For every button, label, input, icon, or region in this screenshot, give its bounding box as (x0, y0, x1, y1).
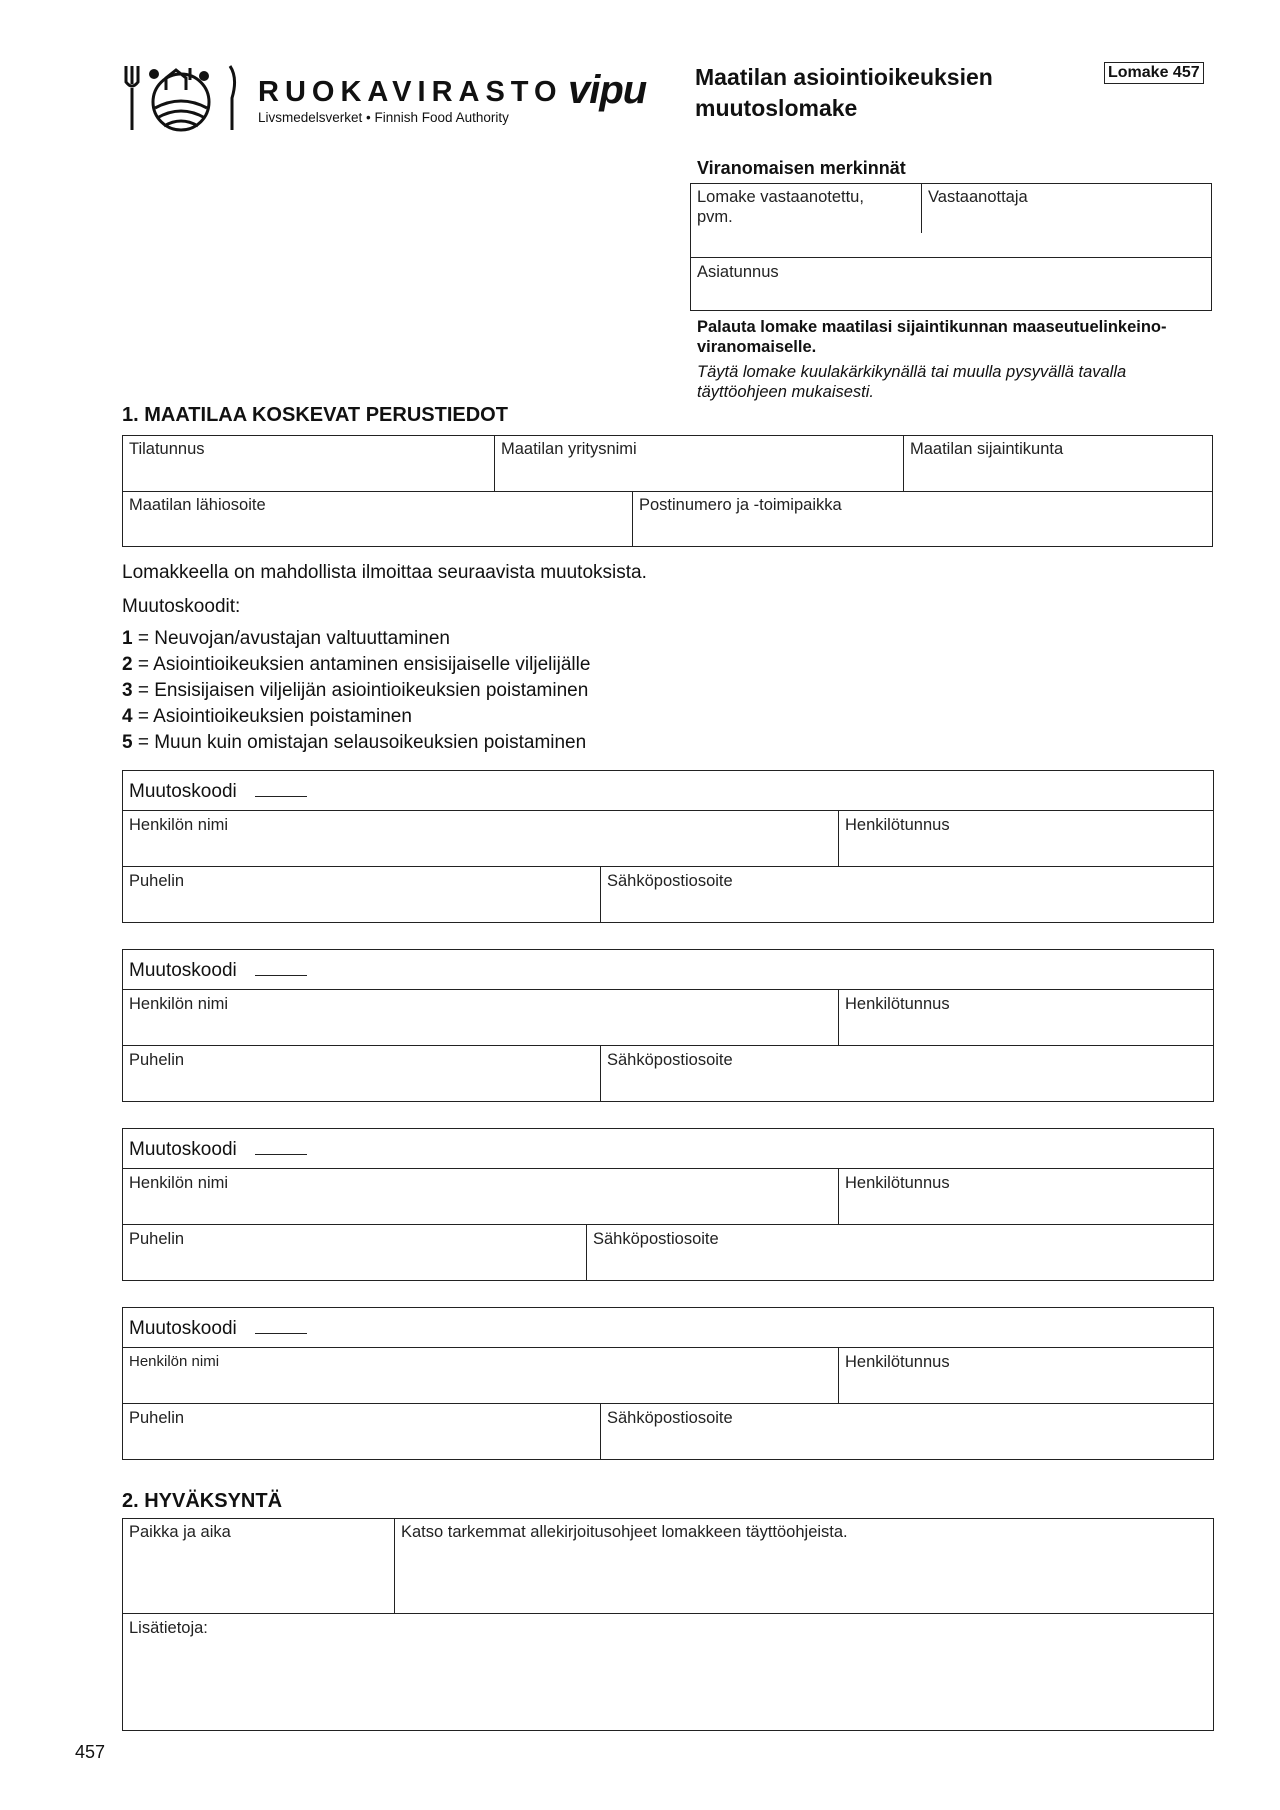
signature-field[interactable]: Katso tarkemmat allekirjoitusohjeet lomakkeen täyttöohjeista. (401, 1523, 848, 1541)
code-item: 2 = Asiointioikeuksien antaminen ensisijaiselle viljelijälle (122, 654, 591, 675)
vipu-logo: vipu (568, 68, 647, 112)
address-field[interactable]: Maatilan lähiosoite (129, 496, 266, 514)
change-code-field[interactable]: Muutoskoodi (129, 1317, 307, 1340)
received-date-field[interactable]: Lomake vastaanotettu, pvm. (697, 188, 864, 226)
email-field[interactable]: Sähköpostiosoite (607, 1051, 733, 1069)
intro-text: Lomakkeella on mahdollista ilmoittaa seuraavista muutoksista. (122, 562, 647, 583)
change-code-field[interactable]: Muutoskoodi (129, 959, 307, 982)
codes-list (122, 626, 590, 756)
section1-heading: 1. MAATILAA KOSKEVAT PERUSTIEDOT (122, 404, 508, 426)
form-title: Maatilan asiointioikeuksien muutoslomake (695, 64, 993, 121)
person-name-field[interactable]: Henkilön nimi (129, 995, 229, 1013)
code-item: 4 = Asiointioikeuksien poistaminen (122, 706, 412, 727)
municipality-field[interactable]: Maatilan sijaintikunta (910, 440, 1064, 458)
change-code-field[interactable]: Muutoskoodi (129, 1138, 307, 1161)
code-item: 3 = Ensisijaisen viljelijän asiointioikeuksien poistaminen (122, 680, 589, 701)
email-field[interactable]: Sähköpostiosoite (607, 1409, 733, 1427)
logo-subtitle: Livsmedelsverket • Finnish Food Authority (258, 110, 509, 125)
phone-field[interactable]: Puhelin (129, 1051, 185, 1069)
change-code-field[interactable]: Muutoskoodi (129, 780, 307, 803)
postal-field[interactable]: Postinumero ja -toimipaikka (639, 496, 842, 514)
ruokavirasto-emblem (124, 58, 240, 134)
company-name-field[interactable]: Maatilan yritysnimi (501, 440, 637, 458)
person-id-field[interactable]: Henkilötunnus (845, 816, 950, 834)
person-id-field[interactable]: Henkilötunnus (845, 1353, 950, 1371)
approval-table (122, 1518, 1214, 1731)
person-name-field[interactable]: Henkilön nimi (129, 1174, 229, 1192)
section2-heading: 2. HYVÄKSYNTÄ (122, 1490, 283, 1512)
phone-field[interactable]: Puhelin (129, 872, 185, 890)
code-item: 1 = Neuvojan/avustajan valtuuttaminen (122, 628, 450, 649)
farm-id-field[interactable]: Tilatunnus (129, 440, 205, 458)
code-item: 5 = Muun kuin omistajan selausoikeuksien poistaminen (122, 732, 587, 753)
extra-info-field[interactable]: Lisätietoja: (129, 1619, 208, 1637)
form-number: Lomake 457 (1104, 62, 1204, 84)
person-id-field[interactable]: Henkilötunnus (845, 1174, 950, 1192)
fill-instruction: Täytä lomake kuulakärkikynällä tai muulla pysyvällä tavalla täyttöohjeen mukaisesti. (697, 363, 1127, 401)
email-field[interactable]: Sähköpostiosoite (593, 1230, 719, 1248)
case-id-field[interactable]: Asiatunnus (697, 263, 779, 281)
return-instruction: Palauta lomake maatilasi sijaintikunnan maaseutuelinkeino-viranomaiselle. (697, 318, 1167, 356)
receiver-field[interactable]: Vastaanottaja (928, 188, 1028, 206)
email-field[interactable]: Sähköpostiosoite (607, 872, 733, 890)
phone-field[interactable]: Puhelin (129, 1230, 185, 1248)
page-code: 457 (75, 1742, 106, 1762)
place-time-field[interactable]: Paikka ja aika (129, 1523, 231, 1541)
authority-heading: Viranomaisen merkinnät (697, 158, 906, 178)
person-id-field[interactable]: Henkilötunnus (845, 995, 950, 1013)
phone-field[interactable]: Puhelin (129, 1409, 185, 1427)
codes-heading: Muutoskoodit: (122, 596, 241, 617)
person-name-field[interactable]: Henkilön nimi (129, 816, 229, 834)
logo-name: RUOKAVIRASTO (258, 76, 563, 108)
person-name-field[interactable]: Henkilön nimi (129, 1353, 220, 1370)
